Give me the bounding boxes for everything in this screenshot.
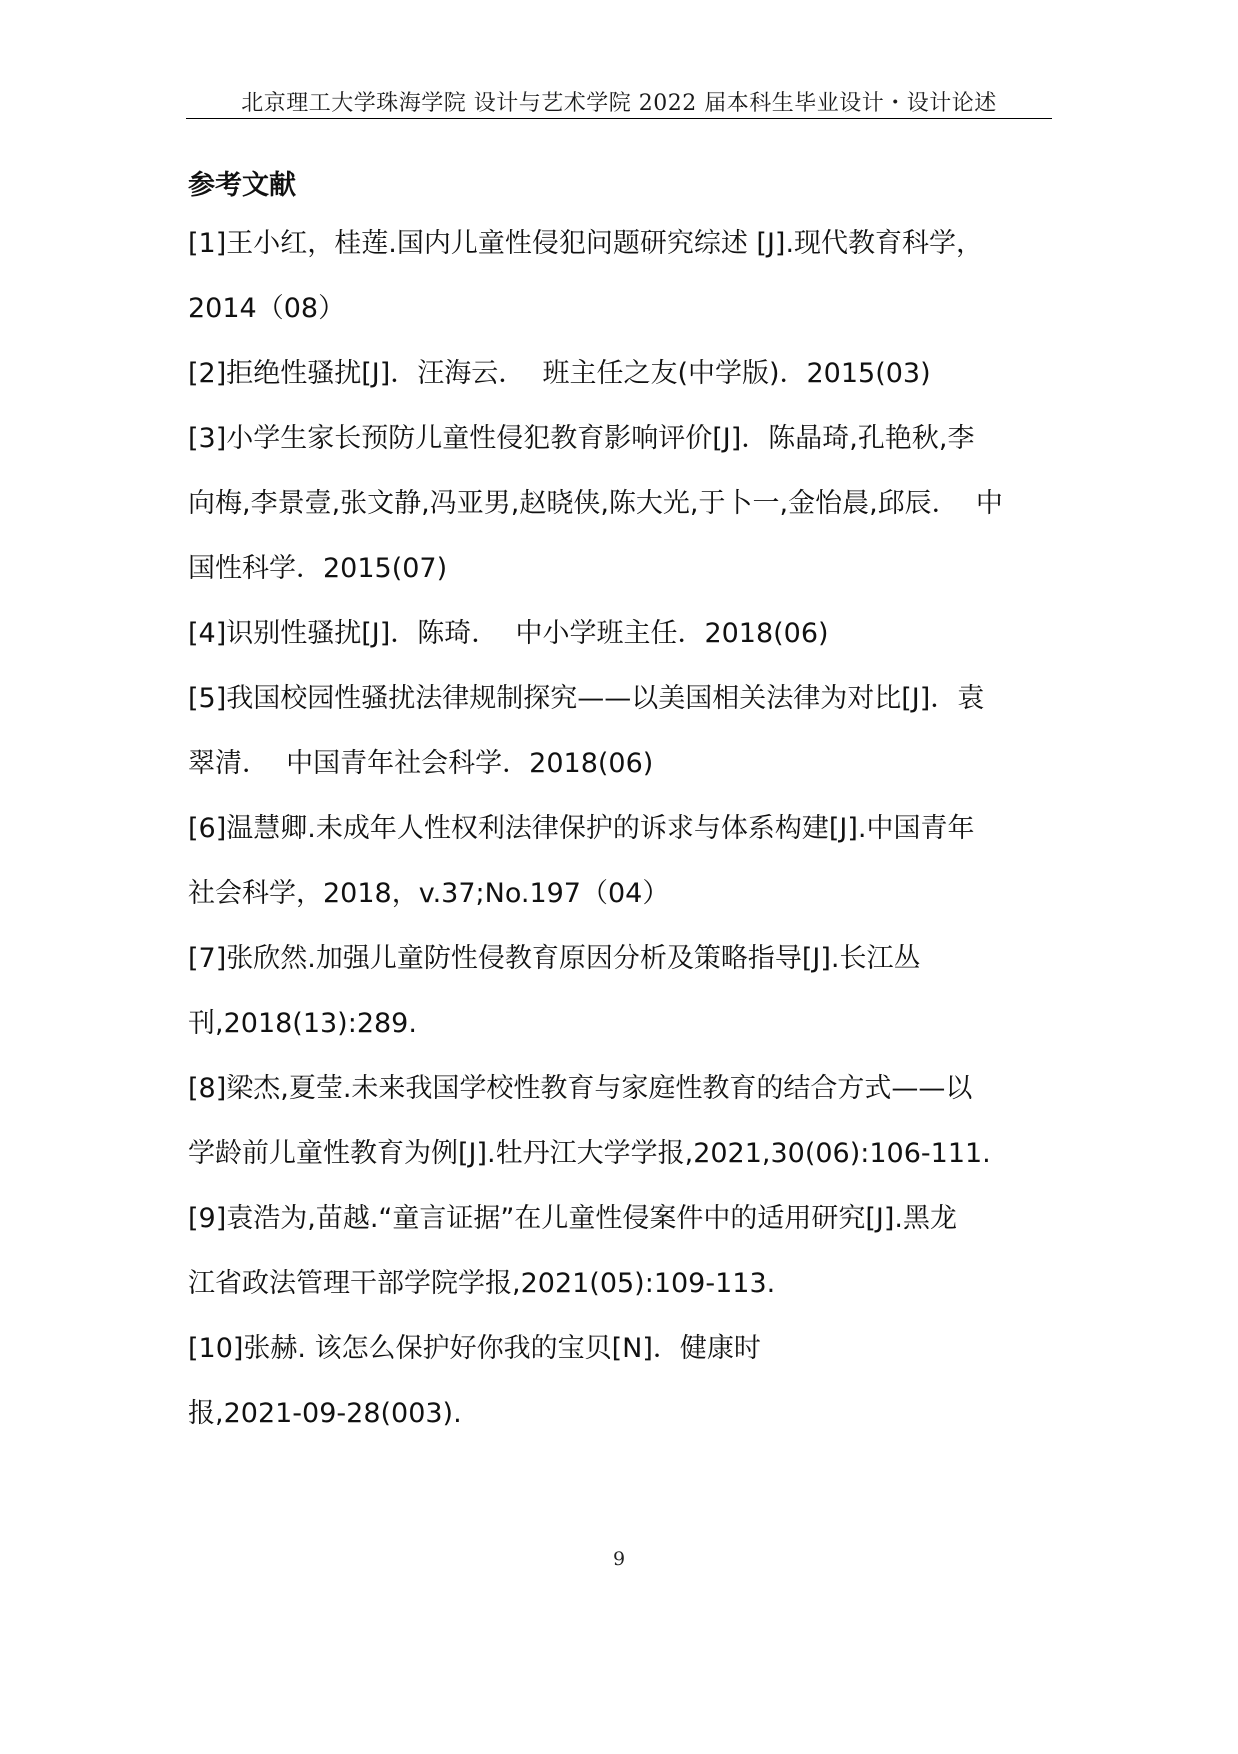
reference-line: 国性科学．2015(07) xyxy=(188,553,448,584)
reference-line: [1]王小红，桂莲.国内儿童性侵犯问题研究综述 [J].现代教育科学， xyxy=(188,228,984,259)
reference-line: [2]拒绝性骚扰[J]．汪海云． 班主任之友(中学版)．2015(03) xyxy=(188,358,931,389)
reference-entry-3 xyxy=(188,406,1054,601)
reference-entry-9 xyxy=(188,1186,1054,1316)
reference-line: [10]张赫. 该怎么保护好你我的宝贝[N]．健康时 xyxy=(188,1333,761,1364)
references-heading: 参考文献 xyxy=(188,170,296,201)
reference-entry-4 xyxy=(188,601,1054,666)
reference-line: [5]我国校园性骚扰法律规制探究——以美国相关法律为对比[J]．袁 xyxy=(188,683,985,714)
reference-line: [9]袁浩为,苗越.“童言证据”在儿童性侵案件中的适用研究[J].黑龙 xyxy=(188,1203,957,1234)
reference-entry-7 xyxy=(188,926,1054,1056)
reference-line: 翠清． 中国青年社会科学．2018(06) xyxy=(188,748,654,779)
reference-line: [6]温慧卿.未成年人性权利法律保护的诉求与体系构建[J].中国青年 xyxy=(188,813,975,844)
reference-line: [8]梁杰,夏莹.未来我国学校性教育与家庭性教育的结合方式——以 xyxy=(188,1073,973,1104)
reference-line: [3]小学生家长预防儿童性侵犯教育影响评价[J]．陈晶琦,孔艳秋,李 xyxy=(188,423,975,454)
reference-line: 向梅,李景壹,张文静,冯亚男,赵晓侠,陈大光,于卜一,金怡晨,邱辰． 中 xyxy=(188,488,1003,519)
reference-line: 2014（08） xyxy=(188,293,346,324)
reference-line: 报,2021-09-28(003). xyxy=(188,1398,462,1429)
page-header: 北京理工大学珠海学院 设计与艺术学院 2022 届本科生毕业设计・设计论述 xyxy=(241,91,997,116)
reference-line: 刊,2018(13):289. xyxy=(188,1008,417,1039)
page-number: 9 xyxy=(612,1548,626,1570)
reference-line: 江省政法管理干部学院学报,2021(05):109-113. xyxy=(188,1268,776,1299)
reference-line: 学龄前儿童性教育为例[J].牡丹江大学学报,2021,30(06):106-111. xyxy=(188,1138,991,1169)
reference-line: [4]识别性骚扰[J]．陈琦． 中小学班主任．2018(06) xyxy=(188,618,829,649)
reference-line: [7]张欣然.加强儿童防性侵教育原因分析及策略指导[J].长江丛 xyxy=(188,943,921,974)
reference-entry-10 xyxy=(188,1316,1054,1446)
reference-list xyxy=(188,211,1054,1446)
reference-entry-2 xyxy=(188,341,1054,406)
reference-entry-1 xyxy=(188,211,1054,341)
reference-entry-8 xyxy=(188,1056,1054,1186)
reference-entry-5 xyxy=(188,666,1054,796)
reference-line: 社会科学，2018，v.37;No.197（04） xyxy=(188,878,670,909)
reference-entry-6 xyxy=(188,796,1054,926)
header-divider xyxy=(186,118,1052,119)
